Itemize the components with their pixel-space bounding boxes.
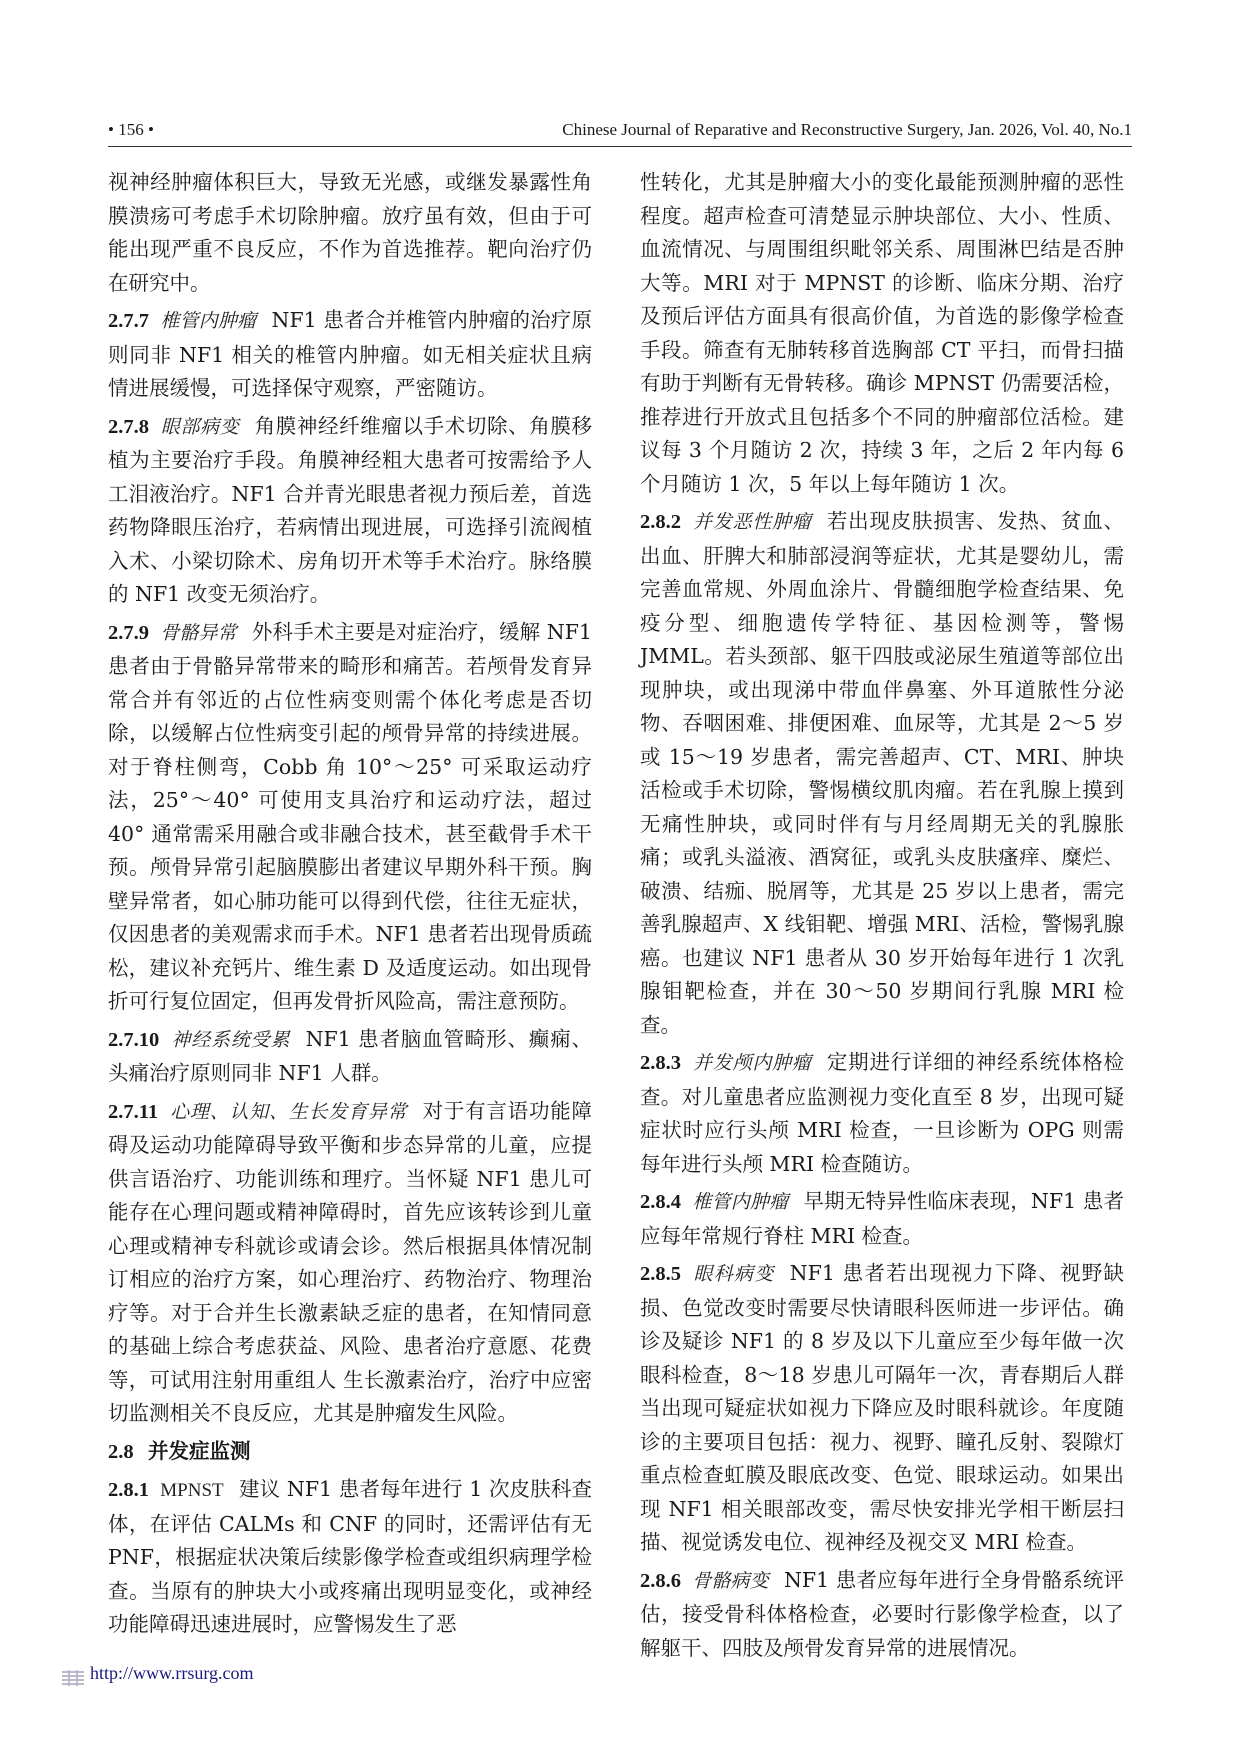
subsection-keyword: 骨骼异常 (160, 621, 237, 644)
subsection-keyword: 椎管内肿瘤 (692, 1191, 789, 1213)
subsection-text: NF1 患者若出现视力下降、视野缺损、色觉改变时需要尽快请眼科医师进一步评估。确诊及疑诊 NF1 的 8 岁及以下儿童应至少每年做一次眼科检查，8～18 岁患儿可隔年一次，青春期后人群当出现可疑症状如视力下降应及时眼科就诊。年度随诊的主要项目包括：视力、视野、瞳孔反射、裂隙灯重点检查虹膜及眼底改变、色觉、眼球运动。如果出现 NF1 相关眼部改变，需尽快安排光学相干断层扫描、视觉诱发电位、视神经及视交叉 MRI 检查。 (640, 1261, 1124, 1554)
subsection-keyword: 骨骼病变 (692, 1569, 769, 1592)
header-rule (108, 146, 1132, 147)
subsection-number: 2.7.10 (108, 1028, 160, 1051)
subsection-number: 2.8.1 (108, 1479, 149, 1501)
subsection-keyword: 神经系统受累 (170, 1028, 291, 1051)
subsection-2-7-10 (108, 1023, 592, 1091)
subsection-text: NF1 患者合并椎管内肿瘤的治疗原则同非 NF1 相关的椎管内肿瘤。如无相关症状且病情进展缓慢，可选择保守观察，严密随访。 (108, 308, 592, 400)
journal-header: Chinese Journal of Reparative and Reconstructive Surgery, Jan. 2026, Vol. 40, No.1 (562, 120, 1132, 139)
subsection-2-7-11 (108, 1095, 592, 1431)
subsection-text: 角膜神经纤维瘤以手术切除、角膜移植为主要治疗手段。角膜神经粗大患者可按需给予人工泪液治疗。NF1 合并青光眼患者视力预后差，首选药物降眼压治疗，若病情出现进展，可选择引流阀植入术、小梁切除术、房角切开术等手术治疗。脉络膜的 NF1 改变无须治疗。 (108, 413, 592, 606)
subsection-2-7-9 (108, 616, 592, 1019)
subsection-number: 2.7.7 (108, 310, 149, 332)
subsection-2-7-7 (108, 304, 592, 406)
subsection-text: 对于有言语功能障碍及运动功能障碍导致平衡和步态异常的儿童，应提供言语治疗、功能训练和理疗。当怀疑 NF1 患儿可能存在心理问题或精神障碍时，首先应该转诊到儿童心理或精神专科就诊或请会诊。然后根据具体情况制订相应的治疗方案，如心理治疗、药物治疗、物理治疗等。对于合并生长激素缺乏症的患者，在知情同意的基础上综合考虑获益、风险、患者治疗意愿、花费等，可试用注射用重组人 生长激素治疗，治疗中应密切监测相关不良反应，尤其是肿瘤发生风险。 (108, 1098, 592, 1425)
journal-logo-icon (62, 1670, 84, 1686)
subsection-keyword: 椎管内肿瘤 (160, 310, 257, 332)
subsection-2-8-1 (108, 1473, 592, 1642)
paragraph: 性转化，尤其是肿瘤大小的变化最能预测肿瘤的恶性程度。超声检查可清楚显示肿块部位、大小、性质、血流情况、与周围组织毗邻关系、周围淋巴结是否肿大等。MRI 对于 MPNST 的诊断、临床分期、治疗及预后评估方面具有很高价值，为首选的影像学检查手段。筛查有无肺转移首选胸部 CT 平扫，而骨扫描有助于判断有无骨转移。确诊 MPNST 仍需要活检，推荐进行开放式且包括多个不同的肿瘤部位活检。建议每 3 个月随访 2 次，持续 3 年，之后 2 年内每 6 个月随访 1 次，5 年以上每年随访 1 次。 (640, 170, 1124, 496)
subsection-number: 2.8.5 (640, 1263, 681, 1285)
subsection-2-8-3 (640, 1046, 1124, 1181)
subsection-2-8-5 (640, 1257, 1124, 1560)
section-heading-2-8 (108, 1435, 592, 1470)
subsection-2-8-4 (640, 1185, 1124, 1253)
subsection-text: 定期进行详细的神经系统体格检查。对儿童患者应监测视力变化直至 8 岁，出现可疑症状时应行头颅 MRI 检查，一旦诊断为 OPG 则需每年进行头颅 MRI 检查随访。 (640, 1050, 1124, 1176)
subsection-text: 早期无特异性临床表现，NF1 患者应每年常规行脊柱 MRI 检查。 (640, 1189, 1124, 1248)
subsection-keyword: 心理、认知、生长发育异常 (169, 1100, 408, 1123)
paragraph: 视神经肿瘤体积巨大，导致无光感，或继发暴露性角膜溃疡可考虑手术切除肿瘤。放疗虽有效，但由于可能出现严重不良反应，不作为首选推荐。靶向治疗仍在研究中。 (108, 170, 592, 295)
subsection-2-7-8 (108, 410, 592, 612)
subsection-keyword: 并发颅内肿瘤 (692, 1052, 812, 1074)
subsection-number: 2.8.6 (640, 1569, 681, 1592)
subsection-number: 2.8.3 (640, 1052, 681, 1074)
subsection-text: NF1 患者脑血管畸形、癫痫、头痛治疗原则同非 NF1 人群。 (108, 1026, 592, 1085)
left-column (108, 166, 592, 1646)
subsection-keyword: 眼科病变 (692, 1263, 775, 1285)
subsection-text: 建议 NF1 患者每年进行 1 次皮肤科查体，在评估 CALMs 和 CNF 的同时，还需评估有无 PNF，根据症状决策后续影像学检查或组织病理学检查。当原有的肿块大小或疼痛出现明显变化，或神经功能障碍迅速进展时，应警惕发生了恶 (108, 1477, 592, 1636)
subsection-keyword: MPNST (160, 1480, 224, 1501)
subsection-2-8-6 (640, 1564, 1124, 1666)
section-title: 并发症监测 (147, 1438, 251, 1463)
page-number: • 156 • (108, 120, 154, 139)
subsection-2-8-2 (640, 505, 1124, 1042)
subsection-keyword: 眼部病变 (160, 415, 240, 438)
subsection-keyword: 并发恶性肿瘤 (692, 511, 812, 533)
subsection-number: 2.7.11 (108, 1100, 159, 1123)
subsection-text: 若出现皮肤损害、发热、贫血、出血、肝脾大和肺部浸润等症状，尤其是婴幼儿，需完善血常规、外周血涂片、骨髓细胞学检查结果、免疫分型、细胞遗传学特征、基因检测等，警惕 JMML。若头颈部、躯干四肢或泌尿生殖道等部位出现肿块，或出现涕中带血伴鼻塞、外耳道脓性分泌物、吞咽困难、排便困难、血尿等，尤其是 2～5 岁或 15～19 岁患者，需完善超声、CT、MRI、肿块活检或手术切除，警惕横纹肌肉瘤。若在乳腺上摸到无痛性肿块，或同时伴有与月经周期无关的乳腺胀痛；或乳头溢液、酒窝征，或乳头皮肤瘙痒、糜烂、破溃、结痂、脱屑等，尤其是 25 岁以上患者，需完善乳腺超声、X 线钼靶、增强 MRI、活检，警惕乳腺癌。也建议 NF1 患者从 30 岁开始每年进行 1 次乳腺钼靶检查，并在 30～50 岁期间行乳腺 MRI 检查。 (640, 509, 1124, 1037)
footer-url-link[interactable]: http://www.rrsurg.com (90, 1663, 254, 1683)
subsection-number: 2.8.2 (640, 511, 681, 533)
subsection-number: 2.7.8 (108, 415, 149, 438)
subsection-number: 2.8.4 (640, 1191, 681, 1213)
subsection-text: 外科手术主要是对症治疗，缓解 NF1 患者由于骨骼异常带来的畸形和痛苦。若颅骨发育异常合并有邻近的占位性病变则需个体化考虑是否切除，以缓解占位性病变引起的颅骨异常的持续进展。对于脊柱侧弯，Cobb 角 10°～25° 可采取运动疗法，25°～40° 可使用支具治疗和运动疗法，超过 40° 通常需采用融合或非融合技术，甚至截骨手术干预。颅骨异常引起脑膜膨出者建议早期外科干预。胸壁异常者，如心肺功能可以得到代偿，往往无症状，仅因患者的美观需求而手术。NF1 患者若出现骨质疏松，建议补充钙片、维生素 D 及适度运动。如出现骨折可行复位固定，但再发骨折风险高，需注意预防。 (108, 619, 592, 1013)
section-number: 2.8 (108, 1440, 134, 1463)
subsection-text: NF1 患者应每年进行全身骨骼系统评估，接受骨科体格检查，必要时行影像学检查，以了解躯干、四肢及颅骨发育异常的进展情况。 (640, 1567, 1124, 1660)
subsection-number: 2.7.9 (108, 621, 149, 644)
right-column (640, 166, 1124, 1669)
